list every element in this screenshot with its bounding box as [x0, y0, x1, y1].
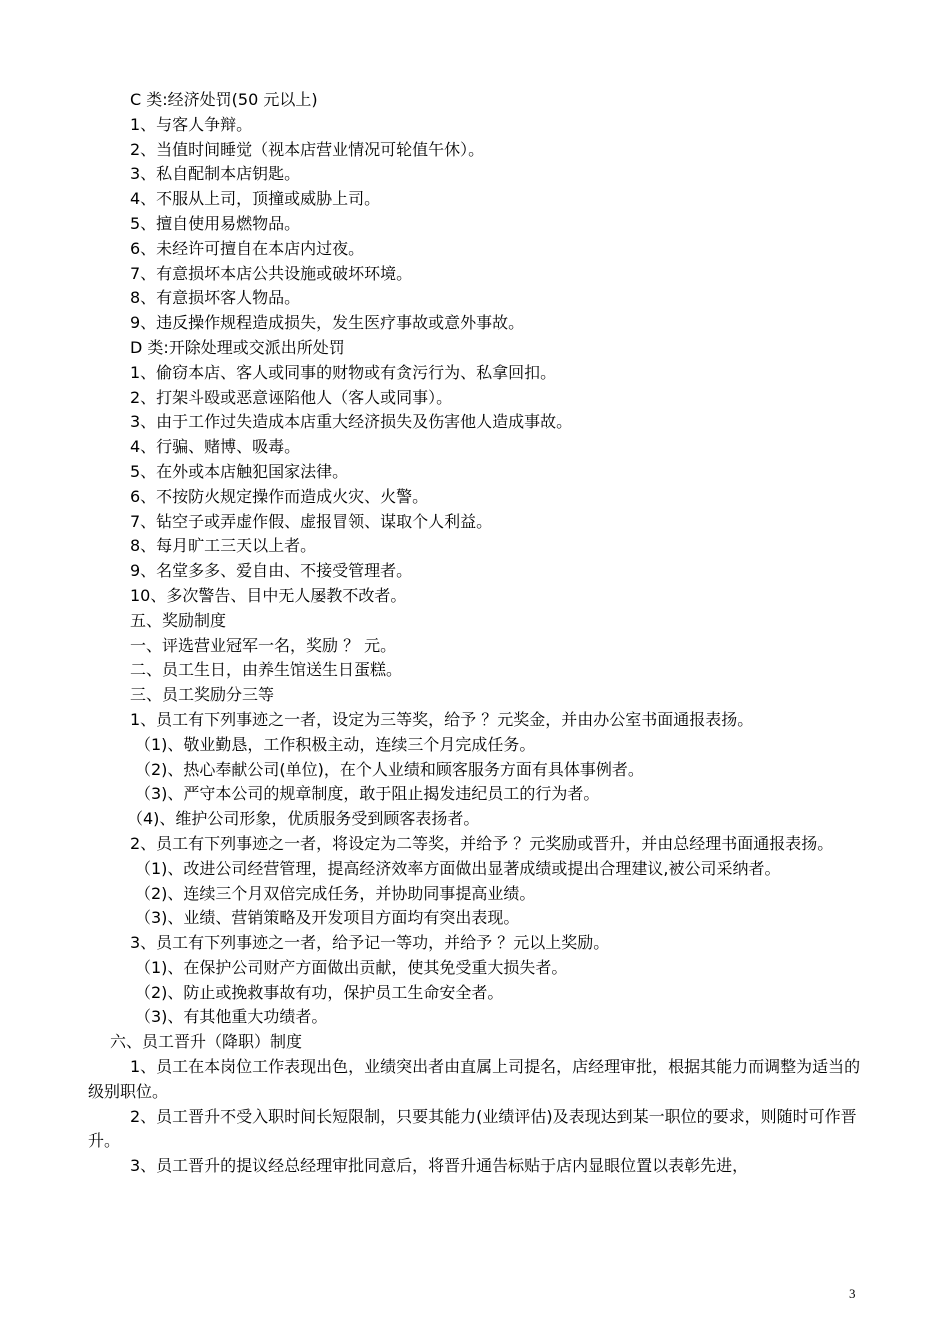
- sub-item: （1)、敬业勤恳，工作积极主动，连续三个月完成任务。: [135, 734, 536, 754]
- list-item: 4、行骗、赌博、吸毒。: [130, 437, 301, 457]
- list-item: 三、员工奖励分三等: [130, 685, 275, 705]
- list-item: 1、偷窃本店、客人或同事的财物或有贪污行为、私拿回扣。: [130, 362, 557, 382]
- sub-item: （2)、连续三个月双倍完成任务，并协助同事提高业绩。: [135, 883, 536, 903]
- list-item: 9、名堂多多、爱自由、不接受管理者。: [130, 561, 413, 581]
- section-c-heading: C 类:经济处罚(50 元以上): [130, 90, 318, 109]
- sub-item: （3)、有其他重大功绩者。: [135, 1007, 328, 1027]
- list-item: 7、有意损坏本店公共设施或破坏环境。: [130, 263, 413, 283]
- sub-item-paragraph: （1)、改进公司经营管理，提高经济效率方面做出显著成绩或提出合理建议,被公司采纳者。: [135, 858, 781, 878]
- list-item: 9、违反操作规程造成损失，发生医疗事故或意外事故。: [130, 313, 525, 333]
- sub-item: （1)、在保护公司财产方面做出贡献，使其免受重大损失者。: [135, 957, 568, 977]
- section-d-heading: D 类:开除处理或交派出所处罚: [130, 337, 345, 357]
- section-heading-rewards: 五、奖励制度: [130, 610, 227, 630]
- list-item: 1、员工有下列事迹之一者，设定为三等奖，给予 ？元奖金，并由办公室书面通报表扬。: [130, 709, 754, 729]
- list-item: 10、多次警告、目中无人屡教不改者。: [130, 585, 407, 605]
- list-item: 二、员工生日，由养生馆送生日蛋糕。: [130, 660, 403, 680]
- list-item: 4、不服从上司，顶撞或威胁上司。: [130, 189, 381, 209]
- list-item: 3、私自配制本店钥匙。: [130, 164, 301, 184]
- list-item: 8、有意损坏客人物品。: [130, 288, 301, 308]
- paragraph: 2、员工有下列事迹之一者，将设定为二等奖，并给予 ？元奖励或晋升，并由总经理书面通报表扬。: [130, 833, 834, 853]
- section-heading-promotion: 六、员工晋升（降职）制度: [110, 1032, 303, 1052]
- paragraph: 3、员工晋升的提议经总经理审批同意后，将晋升通告标贴于店内显眼位置以表彰先进，: [130, 1156, 749, 1176]
- sub-item: （2)、防止或挽救事故有功，保护员工生命安全者。: [135, 982, 504, 1002]
- list-item: 5、在外或本店触犯国家法律。: [130, 461, 349, 481]
- list-item: 1、与客人争辩。: [130, 114, 253, 134]
- list-item: 一、评选营业冠军一名，奖励 ？ 元。: [130, 635, 397, 655]
- list-item: 6、不按防火规定操作而造成火灾、火警。: [130, 486, 429, 506]
- sub-item: （3)、严守本公司的规章制度，敢于阻止揭发违纪员工的行为者。: [135, 784, 600, 804]
- list-item: 2、当值时间睡觉（视本店营业情况可轮值午休）。: [130, 139, 485, 159]
- list-item: 3、由于工作过失造成本店重大经济损失及伤害他人造成事故。: [130, 412, 573, 432]
- list-item: 5、擅自使用易燃物品。: [130, 213, 301, 233]
- sub-item: （3)、业绩、营销策略及开发项目方面均有突出表现。: [135, 908, 520, 928]
- sub-item: （2)、热心奉献公司(单位)，在个人业绩和顾客服务方面有具体事例者。: [135, 759, 644, 779]
- paragraph: 1、员工在本岗位工作表现出色，业绩突出者由直属上司提名，店经理审批，根据其能力而调整为适当的级别职位。: [88, 1057, 861, 1101]
- document-body: [88, 88, 863, 1179]
- sub-item: （4)、维护公司形象，优质服务受到顾客表扬者。: [127, 809, 480, 829]
- list-item: 8、每月旷工三天以上者。: [130, 536, 317, 556]
- list-item: 6、未经许可擅自在本店内过夜。: [130, 238, 365, 258]
- list-item: 2、打架斗殴或恶意诬陷他人（客人或同事）。: [130, 387, 453, 407]
- page-number: 3: [849, 1286, 856, 1301]
- list-item: 7、钻空子或弄虚作假、虚报冒领、谋取个人利益。: [130, 511, 493, 531]
- list-item: 3、员工有下列事迹之一者，给予记一等功，并给予 ？元以上奖励。: [130, 933, 610, 953]
- paragraph: 2、员工晋升不受入职时间长短限制，只要其能力(业绩评估)及表现达到某一职位的要求，则随时可作晋升。: [88, 1106, 857, 1151]
